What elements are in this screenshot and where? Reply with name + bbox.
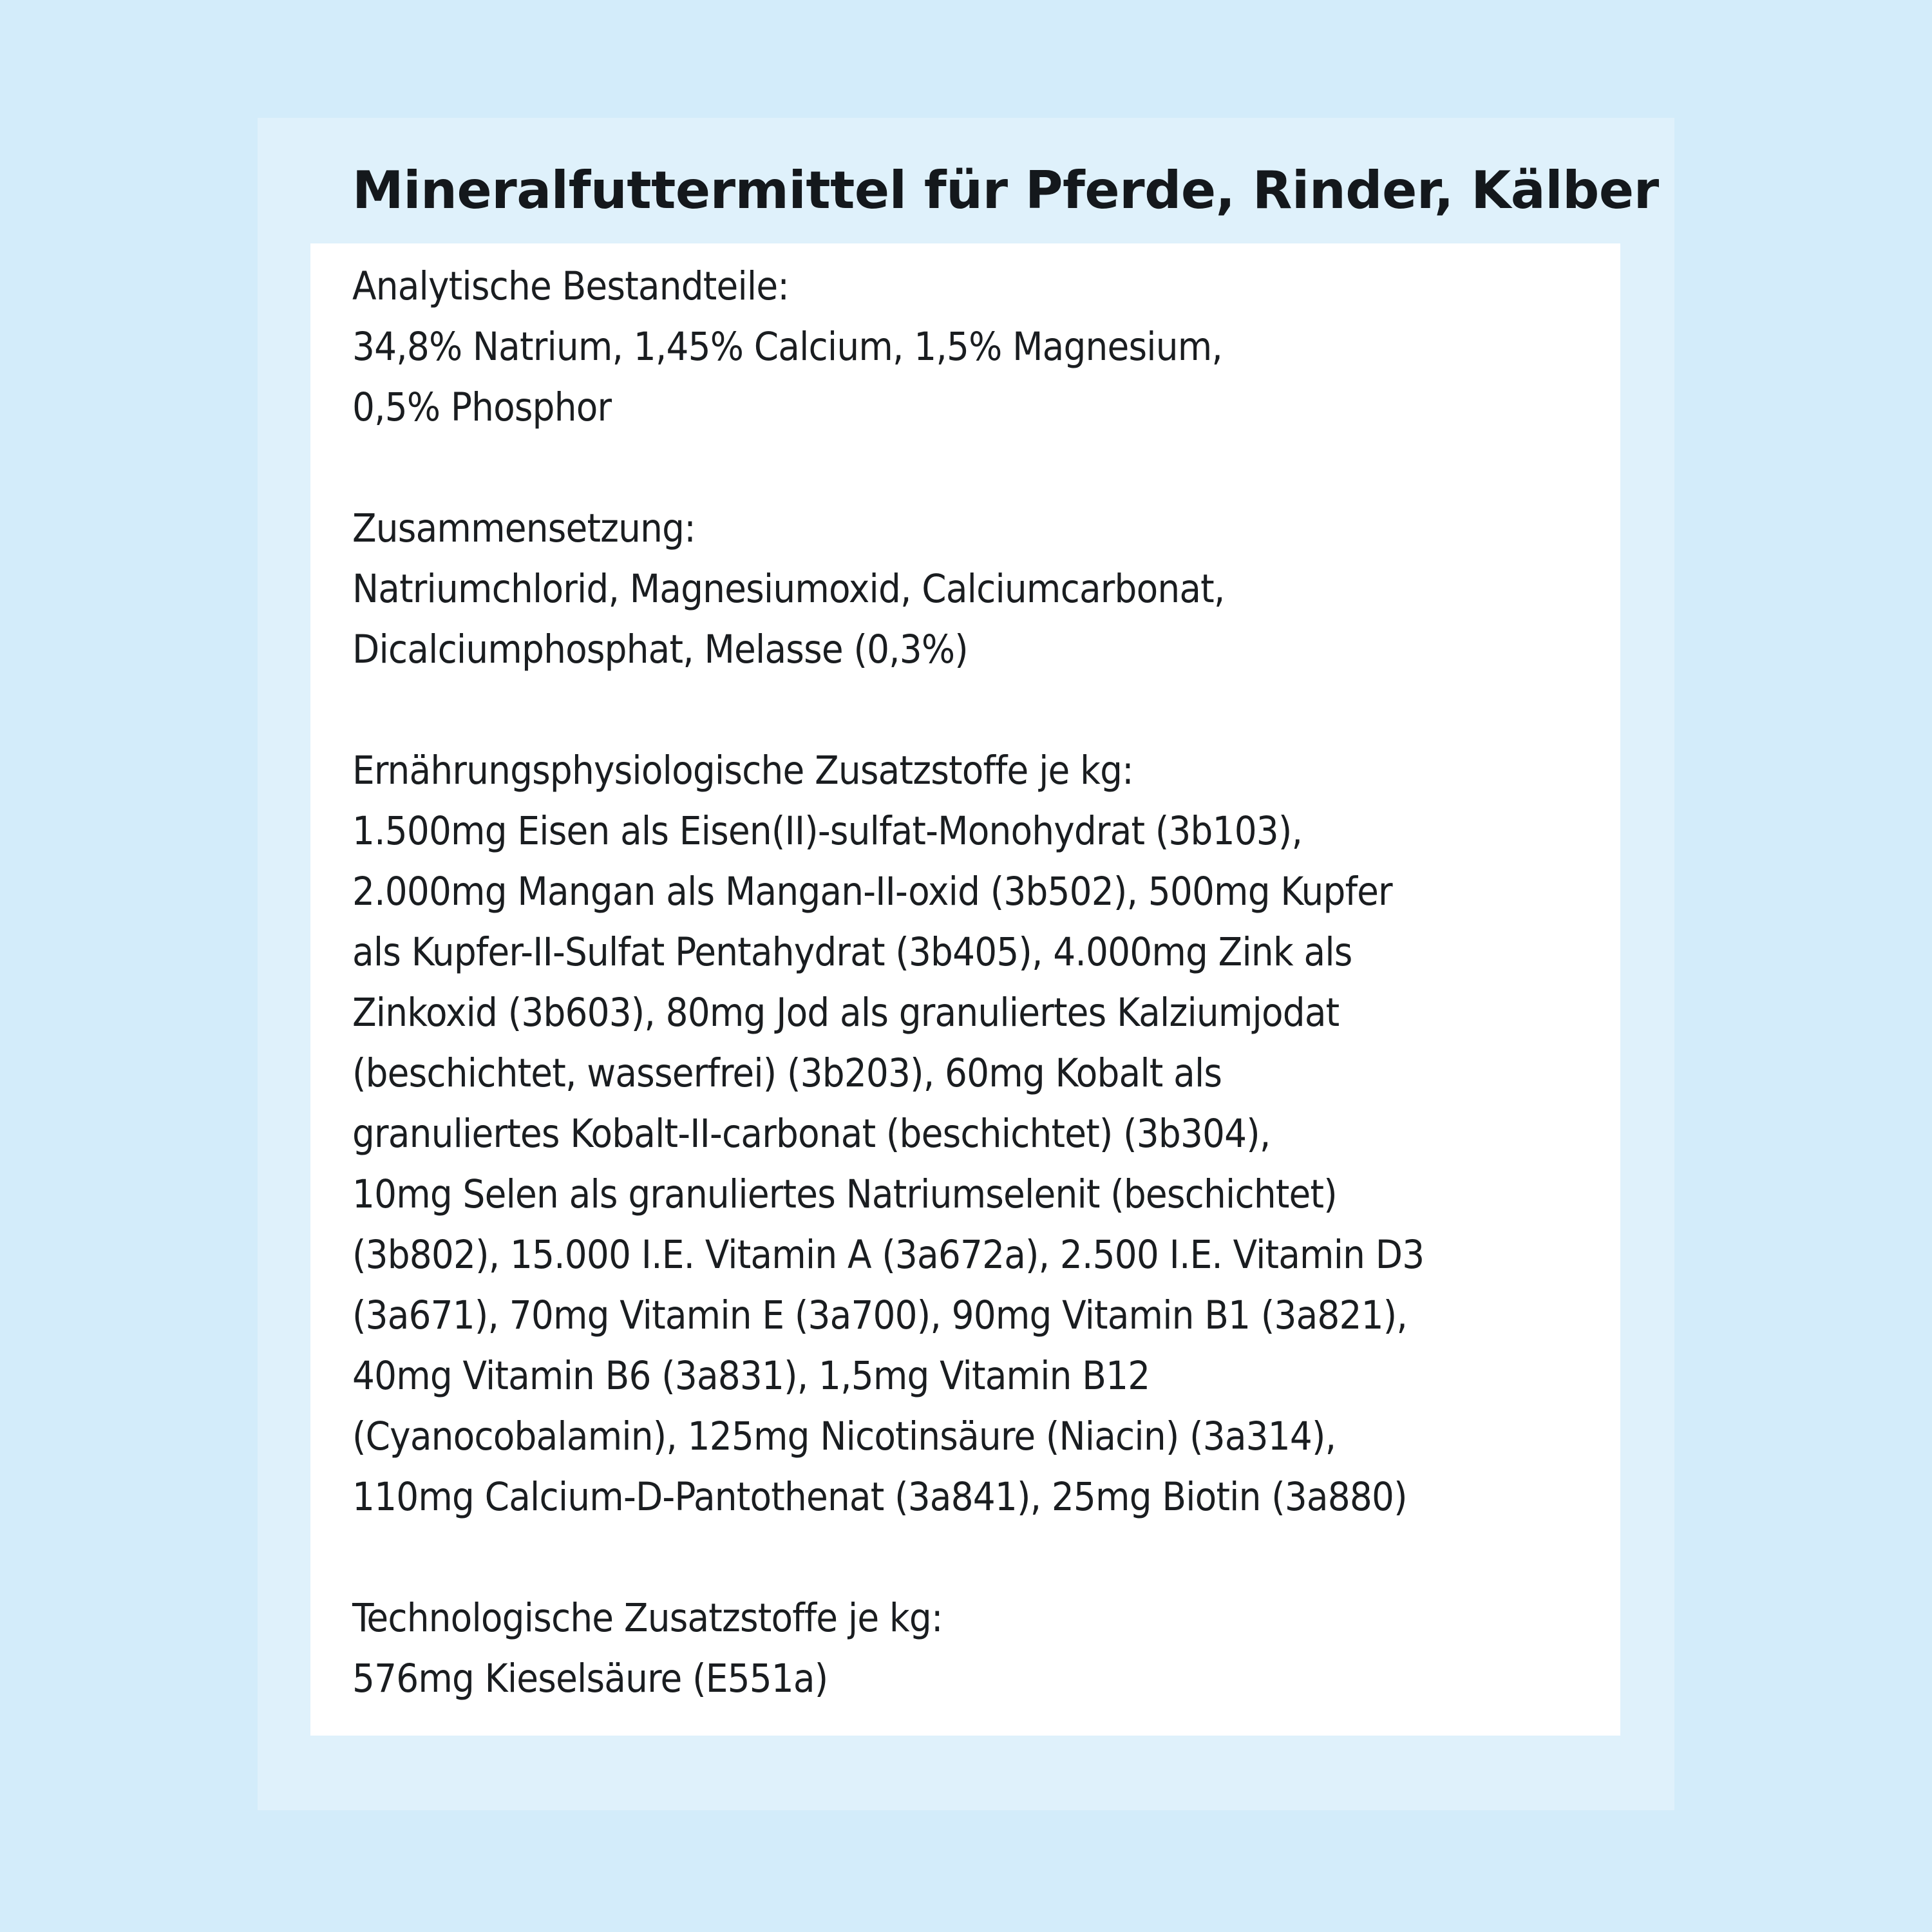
label-title: Mineralfuttermittel für Pferde, Rinder, Kälber [352, 160, 1659, 220]
section-analytical-constituents [352, 256, 1595, 438]
section-body: Natriumchlorid, Magnesiumoxid, Calciumcarbonat, Dicalciumphosphat, Melasse (0,3%) [352, 566, 1225, 672]
ingredients-box [310, 243, 1620, 1736]
section-body: 1.500mg Eisen als Eisen(II)-sulfat-Monohydrat (3b103), 2.000mg Mangan als Mangan-II-oxid (3b502), 500mg Kupfer als Kupfer-II-Sulfat Pentahydrat (3b405), 4.000mg Zink als Zinkoxid (3b603), 80mg Jod als granuliertes Kalziumjodat (beschichtet, wasserfrei) (3b203), 60mg Kobalt als granuliertes Kobalt-II-carbonat (beschichtet) (3b304), 10mg Selen als granuliertes Natriumselenit (beschichtet) (3b802), 15.000 I.E. Vitamin A (3a672a), 2.500 I.E. Vitamin D3 (3a671), 70mg Vitamin E (3a700), 90mg Vitamin B1 (3a821), 40mg Vitamin B6 (3a831), 1,5mg Vitamin B12 (Cyanocobalamin), 125mg Nicotinsäure (Niacin) (3a314), 110mg Calcium-D-Pantothenat (3a841), 25mg Biotin (3a880) [352, 808, 1425, 1520]
section-nutritional-additives [352, 741, 1595, 1528]
section-composition [352, 498, 1595, 680]
section-heading: Ernährungsphysiologische Zusatzstoffe je kg: [352, 748, 1133, 793]
section-heading: Analytische Bestandteile: [352, 263, 790, 309]
section-body: 576mg Kieselsäure (E551a) [352, 1656, 828, 1701]
section-heading: Technologische Zusatzstoffe je kg: [352, 1595, 943, 1641]
section-technological-additives [352, 1588, 1595, 1709]
label-panel [258, 118, 1674, 1810]
section-heading: Zusammensetzung: [352, 506, 696, 551]
section-body: 34,8% Natrium, 1,45% Calcium, 1,5% Magnesium, 0,5% Phosphor [352, 324, 1223, 430]
